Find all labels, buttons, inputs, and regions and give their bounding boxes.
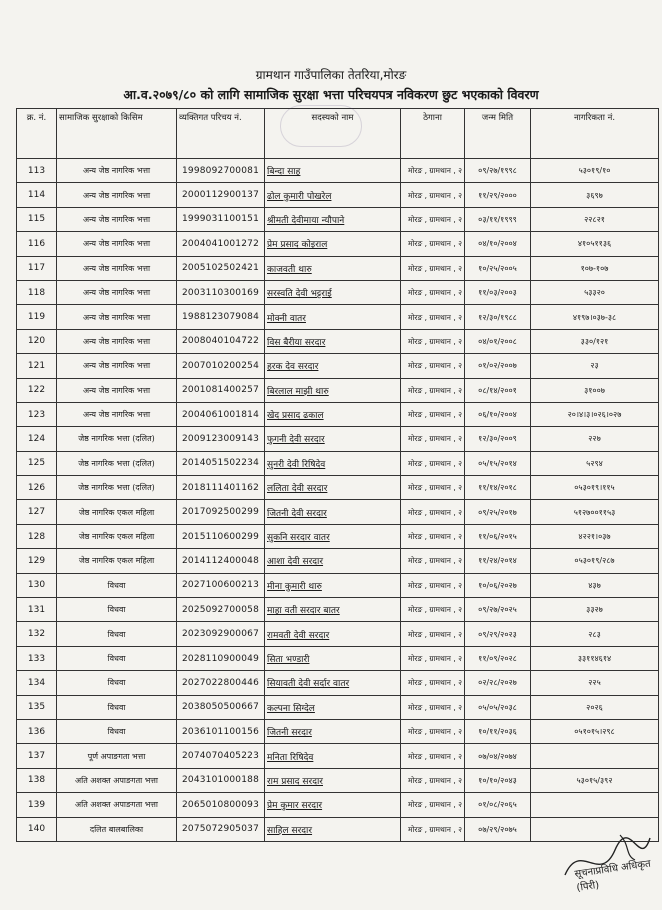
row-id: 2014112400048	[177, 549, 265, 573]
row-citizenship: ५२९४	[531, 451, 659, 475]
row-type: जेष्ठ नागरिक भत्ता (दलित)	[57, 451, 177, 475]
row-sn: 125	[17, 451, 57, 475]
row-name: सुकनि सरदार वातर	[265, 524, 401, 548]
row-sn: 120	[17, 329, 57, 353]
table-row	[17, 207, 659, 231]
table-row	[17, 451, 659, 475]
row-dob: ०८/१४/२००१	[465, 378, 531, 402]
row-address: मोरङ , ग्रामथान , २	[401, 378, 465, 402]
table-row	[17, 744, 659, 768]
row-type: अन्य जेष्ठ नागरिक भत्ता	[57, 402, 177, 426]
row-id: 2000112900137	[177, 183, 265, 207]
table-row	[17, 549, 659, 573]
row-sn: 115	[17, 207, 57, 231]
row-type: अन्य जेष्ठ नागरिक भत्ता	[57, 207, 177, 231]
row-id: 2065010800093	[177, 793, 265, 817]
row-sn: 137	[17, 744, 57, 768]
row-name: विस बैरीया सरदार	[265, 329, 401, 353]
row-dob: ०६/१०/२००४	[465, 402, 531, 426]
table-row	[17, 427, 659, 451]
row-id: 1988123079084	[177, 305, 265, 329]
row-citizenship: ५३३२०	[531, 280, 659, 304]
row-dob: ०१/०८/२०६५	[465, 793, 531, 817]
row-sn: 118	[17, 280, 57, 304]
row-dob: ११/१४/२०१८	[465, 476, 531, 500]
row-type: विधवा	[57, 646, 177, 670]
row-id: 2027100600213	[177, 573, 265, 597]
row-address: मोरङ , ग्रामथान , २	[401, 744, 465, 768]
row-type: अन्य जेष्ठ नागरिक भत्ता	[57, 183, 177, 207]
row-citizenship: ४३७	[531, 573, 659, 597]
row-address: मोरङ , ग्रामथान , २	[401, 476, 465, 500]
row-citizenship: ०५१०१५।२९८	[531, 719, 659, 743]
table-row	[17, 183, 659, 207]
row-type: जेष्ठ नागरिक एकल महिला	[57, 549, 177, 573]
row-sn: 121	[17, 354, 57, 378]
table-row	[17, 256, 659, 280]
row-dob: ०४/१०/२००४	[465, 232, 531, 256]
row-address: मोरङ , ग्रामथान , २	[401, 573, 465, 597]
row-id: 2007010200254	[177, 354, 265, 378]
row-sn: 113	[17, 159, 57, 183]
row-sn: 135	[17, 695, 57, 719]
table-row	[17, 280, 659, 304]
row-dob: ०२/२८/२०२७	[465, 671, 531, 695]
table-row	[17, 159, 659, 183]
row-type: दलित बालबालिका	[57, 817, 177, 841]
row-dob: ११/०६/२०१५	[465, 524, 531, 548]
row-citizenship: ४१०५११३६	[531, 232, 659, 256]
row-name: मनिता रिषिदेव	[265, 744, 401, 768]
row-id: 2074070405223	[177, 744, 265, 768]
document-title: ग्रामथान गाउँपालिका तेतरिया,मोरङ	[255, 68, 407, 82]
row-type: विधवा	[57, 695, 177, 719]
row-name: जितनी देवी सरदार	[265, 500, 401, 524]
row-name: साहिल सरदार	[265, 817, 401, 841]
row-name: मीना कुमारी थारु	[265, 573, 401, 597]
row-sn: 131	[17, 598, 57, 622]
row-type: जेष्ठ नागरिक भत्ता (दलित)	[57, 427, 177, 451]
row-type: अन्य जेष्ठ नागरिक भत्ता	[57, 232, 177, 256]
header-type: सामाजिक सुरक्षाको किसिम	[57, 109, 177, 159]
row-citizenship	[531, 744, 659, 768]
row-name: खेद प्रसाद ढकाल	[265, 402, 401, 426]
row-citizenship: ५१२७००११५३	[531, 500, 659, 524]
row-sn: 128	[17, 524, 57, 548]
row-dob: ०४/०१/२००८	[465, 329, 531, 353]
row-sn: 126	[17, 476, 57, 500]
row-sn: 140	[17, 817, 57, 841]
row-citizenship: ४१९७।०३७-३८	[531, 305, 659, 329]
row-name: सिता भण्डारी	[265, 646, 401, 670]
row-id: 2014051502234	[177, 451, 265, 475]
row-citizenship: ३३११४६१४	[531, 646, 659, 670]
row-address: मोरङ , ग्रामथान , २	[401, 256, 465, 280]
row-citizenship: ३३०/१२१	[531, 329, 659, 353]
table-row	[17, 671, 659, 695]
row-name: हरक देव सरदार	[265, 354, 401, 378]
official-stamp	[280, 105, 362, 147]
row-citizenship: ३१००७	[531, 378, 659, 402]
row-type: अन्य जेष्ठ नागरिक भत्ता	[57, 280, 177, 304]
row-dob: ११/२४/२०१४	[465, 549, 531, 573]
row-name: जितनी सरदार	[265, 719, 401, 743]
row-dob: १०/१०/२०४३	[465, 768, 531, 792]
table-row	[17, 622, 659, 646]
row-id: 2003110300169	[177, 280, 265, 304]
table-row	[17, 524, 659, 548]
row-name: राम प्रसाद सरदार	[265, 768, 401, 792]
row-sn: 123	[17, 402, 57, 426]
header-id: व्यक्तिगत परिचय नं.	[177, 109, 265, 159]
row-citizenship: ३३२७	[531, 598, 659, 622]
row-type: विधवा	[57, 622, 177, 646]
row-dob: ०५/०५/२०३८	[465, 695, 531, 719]
beneficiary-table	[16, 108, 659, 842]
row-type: अन्य जेष्ठ नागरिक भत्ता	[57, 159, 177, 183]
table-row	[17, 305, 659, 329]
row-address: मोरङ , ग्रामथान , २	[401, 354, 465, 378]
row-id: 1998092700081	[177, 159, 265, 183]
row-sn: 124	[17, 427, 57, 451]
row-dob: ०५/१५/२०१४	[465, 451, 531, 475]
table-row	[17, 598, 659, 622]
row-id: 2027022800446	[177, 671, 265, 695]
row-id: 2023092900067	[177, 622, 265, 646]
row-citizenship: १०७-१०७	[531, 256, 659, 280]
row-sn: 139	[17, 793, 57, 817]
row-address: मोरङ , ग्रामथान , २	[401, 427, 465, 451]
row-type: विधवा	[57, 598, 177, 622]
document-subtitle: आ.व.२०७९/८० को लागि सामाजिक सुरक्षा भत्ता परिचयपत्र नविकरण छुट भएकाको विवरण	[123, 87, 539, 102]
row-address: मोरङ , ग्रामथान , २	[401, 500, 465, 524]
row-id: 2009123009143	[177, 427, 265, 451]
row-dob: १०/२५/२००५	[465, 256, 531, 280]
row-id: 2075072905037	[177, 817, 265, 841]
row-name: फुगनी देवी सरदार	[265, 427, 401, 451]
row-citizenship	[531, 793, 659, 817]
row-citizenship: २२७	[531, 427, 659, 451]
row-type: अन्य जेष्ठ नागरिक भत्ता	[57, 256, 177, 280]
row-citizenship: २८३	[531, 622, 659, 646]
row-sn: 130	[17, 573, 57, 597]
table-row	[17, 378, 659, 402]
row-dob: ०१/०२/२००७	[465, 354, 531, 378]
row-dob: १२/३०/१९८८	[465, 305, 531, 329]
row-address: मोरङ , ग्रामथान , २	[401, 719, 465, 743]
row-id: 2015110600299	[177, 524, 265, 548]
row-address: मोरङ , ग्रामथान , २	[401, 329, 465, 353]
row-dob: ०९/२५/२०१७	[465, 500, 531, 524]
table-row	[17, 768, 659, 792]
row-dob: ०३/११/१९९९	[465, 207, 531, 231]
row-type: अन्य जेष्ठ नागरिक भत्ता	[57, 329, 177, 353]
row-address: मोरङ , ग्रामथान , २	[401, 646, 465, 670]
row-address: मोरङ , ग्रामथान , २	[401, 159, 465, 183]
row-name: ललिता देवी सरदार	[265, 476, 401, 500]
row-id: 1999031100151	[177, 207, 265, 231]
row-id: 2008040104722	[177, 329, 265, 353]
row-citizenship: २०।४।३।०२६।०२७	[531, 402, 659, 426]
table-row	[17, 402, 659, 426]
table-row	[17, 793, 659, 817]
row-dob: १०/०६/२०२७	[465, 573, 531, 597]
row-dob: ०९/२९/२०२३	[465, 622, 531, 646]
row-name: कल्पना सिग्देल	[265, 695, 401, 719]
row-address: मोरङ , ग्रामथान , २	[401, 793, 465, 817]
row-name: प्रेम कुमार सरदार	[265, 793, 401, 817]
row-name: सुनरी देवी रिषिदेव	[265, 451, 401, 475]
header-sn: क्र. नं.	[17, 109, 57, 159]
row-name: रामवती देवी सरदार	[265, 622, 401, 646]
table-row	[17, 354, 659, 378]
row-type: विधवा	[57, 719, 177, 743]
row-sn: 133	[17, 646, 57, 670]
table-row	[17, 573, 659, 597]
row-citizenship: ०५३०१९।११५	[531, 476, 659, 500]
row-address: मोरङ , ग्रामथान , २	[401, 305, 465, 329]
row-address: मोरङ , ग्रामथान , २	[401, 207, 465, 231]
row-type: विधवा	[57, 671, 177, 695]
row-address: मोरङ , ग्रामथान , २	[401, 598, 465, 622]
row-sn: 138	[17, 768, 57, 792]
row-citizenship: २०२६	[531, 695, 659, 719]
header-address: ठेगाना	[401, 109, 465, 159]
row-type: अति अशक्त अपाङगता भत्ता	[57, 768, 177, 792]
row-type: अति अशक्त अपाङगता भत्ता	[57, 793, 177, 817]
row-name: काजवती थारु	[265, 256, 401, 280]
row-address: मोरङ , ग्रामथान , २	[401, 183, 465, 207]
row-sn: 134	[17, 671, 57, 695]
row-type: अन्य जेष्ठ नागरिक भत्ता	[57, 378, 177, 402]
row-citizenship: २२५	[531, 671, 659, 695]
row-type: जेष्ठ नागरिक एकल महिला	[57, 524, 177, 548]
row-name: ढोल कुमारी पोखरेल	[265, 183, 401, 207]
row-address: मोरङ , ग्रामथान , २	[401, 280, 465, 304]
row-id: 2025092700058	[177, 598, 265, 622]
row-name: आशा देवी सरदार	[265, 549, 401, 573]
row-id: 2017092500299	[177, 500, 265, 524]
row-address: मोरङ , ग्रामथान , २	[401, 817, 465, 841]
table-row	[17, 500, 659, 524]
row-sn: 116	[17, 232, 57, 256]
row-dob: ०९/२७/१९९८	[465, 159, 531, 183]
row-sn: 127	[17, 500, 57, 524]
row-id: 2028110900049	[177, 646, 265, 670]
row-id: 2018111401162	[177, 476, 265, 500]
row-address: मोरङ , ग्रामथान , २	[401, 622, 465, 646]
row-sn: 132	[17, 622, 57, 646]
row-id: 2005102502421	[177, 256, 265, 280]
row-citizenship: ४२२१।०३७	[531, 524, 659, 548]
row-citizenship: ३६९७	[531, 183, 659, 207]
table-row	[17, 329, 659, 353]
row-citizenship: ०५३०१९/२८७	[531, 549, 659, 573]
row-name: श्रीमती देवीमाया न्यौपाने	[265, 207, 401, 231]
row-id: 2043101000188	[177, 768, 265, 792]
header-dob: जन्म मिति	[465, 109, 531, 159]
row-dob: ०९/२७/२०२५	[465, 598, 531, 622]
table-row	[17, 646, 659, 670]
row-id: 2038050500667	[177, 695, 265, 719]
row-dob: ११/०९/२०२८	[465, 646, 531, 670]
row-sn: 129	[17, 549, 57, 573]
row-type: अन्य जेष्ठ नागरिक भत्ता	[57, 305, 177, 329]
table-row	[17, 719, 659, 743]
row-name: मोक्नी वातर	[265, 305, 401, 329]
row-sn: 117	[17, 256, 57, 280]
row-sn: 119	[17, 305, 57, 329]
row-citizenship: ५३०१५/३९२	[531, 768, 659, 792]
row-id: 2001081400257	[177, 378, 265, 402]
row-citizenship: २२८२१	[531, 207, 659, 231]
row-name: सियावती देवी सर्दार वातर	[265, 671, 401, 695]
row-type: विधवा	[57, 573, 177, 597]
header-name: सदस्यको नाम	[265, 109, 401, 159]
row-dob: ०७/२९/२०७५	[465, 817, 531, 841]
row-address: मोरङ , ग्रामथान , २	[401, 549, 465, 573]
row-id: 2004041001272	[177, 232, 265, 256]
table-row	[17, 695, 659, 719]
row-address: मोरङ , ग्रामथान , २	[401, 451, 465, 475]
row-name: बिरलाल माझी थारु	[265, 378, 401, 402]
row-id: 2004061001814	[177, 402, 265, 426]
row-dob: १०/११/२०३६	[465, 719, 531, 743]
row-name: प्रेम प्रसाद कोइराल	[265, 232, 401, 256]
row-sn: 114	[17, 183, 57, 207]
row-dob: १२/३०/२००९	[465, 427, 531, 451]
row-address: मोरङ , ग्रामथान , २	[401, 768, 465, 792]
row-name: बिन्दा साह	[265, 159, 401, 183]
row-citizenship: २३	[531, 354, 659, 378]
row-address: मोरङ , ग्रामथान , २	[401, 671, 465, 695]
table-row	[17, 476, 659, 500]
row-type: पूर्ण अपाङगता भत्ता	[57, 744, 177, 768]
row-sn: 136	[17, 719, 57, 743]
row-dob: ११/२९/२०००	[465, 183, 531, 207]
table-row	[17, 232, 659, 256]
signature-text: सूचनाप्रविधि अधिकृत (पिरी)	[573, 858, 652, 894]
header-citizenship: नागरिकता नं.	[531, 109, 659, 159]
row-dob: ११/०३/२००३	[465, 280, 531, 304]
row-dob: ०७/०४/२०७४	[465, 744, 531, 768]
row-address: मोरङ , ग्रामथान , २	[401, 232, 465, 256]
row-id: 2036101100156	[177, 719, 265, 743]
row-type: अन्य जेष्ठ नागरिक भत्ता	[57, 354, 177, 378]
row-name: सरस्वति देवी भट्टराई	[265, 280, 401, 304]
row-address: मोरङ , ग्रामथान , २	[401, 402, 465, 426]
row-type: जेष्ठ नागरिक एकल महिला	[57, 500, 177, 524]
row-sn: 122	[17, 378, 57, 402]
row-address: मोरङ , ग्रामथान , २	[401, 524, 465, 548]
row-address: मोरङ , ग्रामथान , २	[401, 695, 465, 719]
row-name: माहा वती सरदार बातर	[265, 598, 401, 622]
row-citizenship: ५३०१९/१०	[531, 159, 659, 183]
row-type: जेष्ठ नागरिक भत्ता (दलित)	[57, 476, 177, 500]
